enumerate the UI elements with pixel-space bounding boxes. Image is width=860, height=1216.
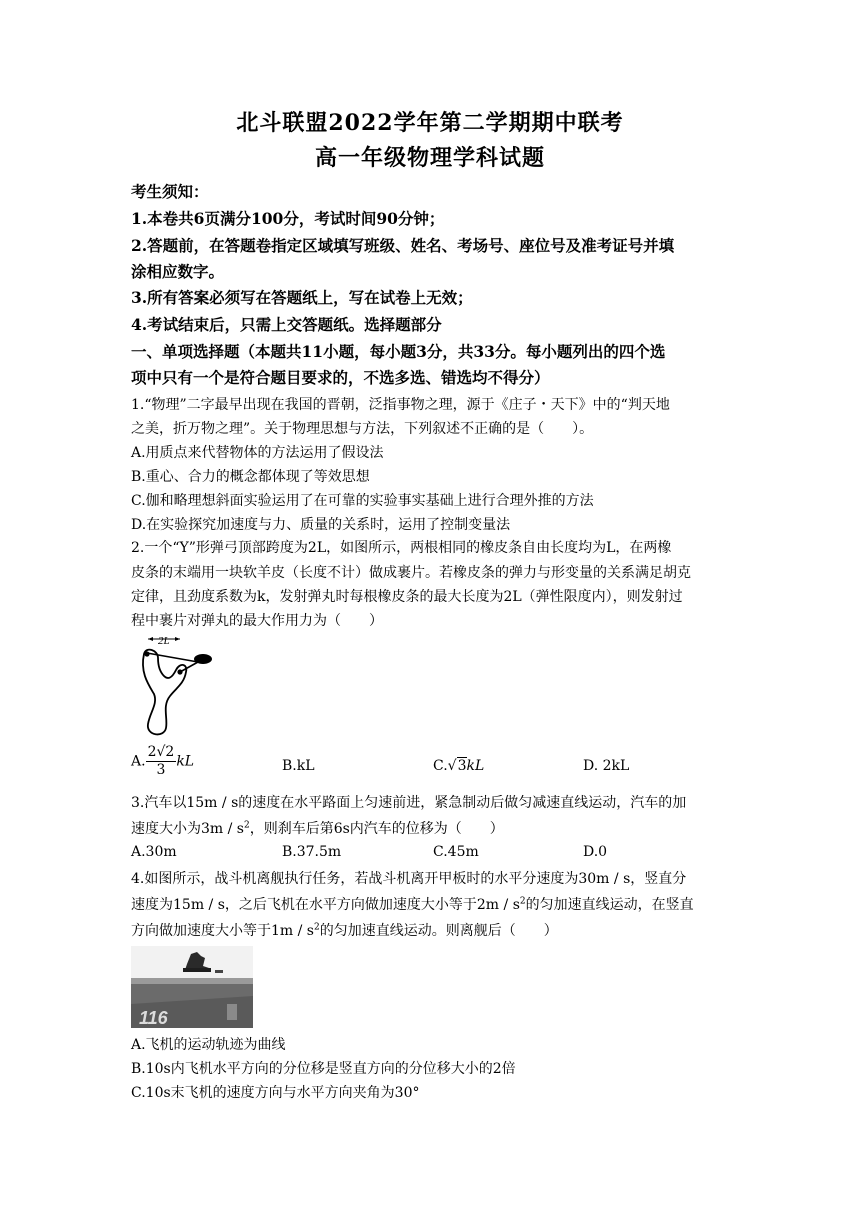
- notice-item-3: 3.所有答案必须写在答题纸上，写在试卷上无效；: [131, 288, 473, 307]
- notice-heading: 考生须知：: [131, 182, 209, 201]
- q3-stem: 3.汽车以15m / s的速度在水平路面上匀速前进，紧急制动后做匀减速直线运动，汽车的加: [131, 795, 687, 811]
- q1-option-a: A.用质点来代替物体的方法运用了假设法: [131, 445, 384, 461]
- q4-stem-superscript-1: 2: [519, 896, 526, 907]
- q4-stem-part-2: 的匀加速直线运动，在竖直: [525, 897, 694, 913]
- q4-option-a: A.飞机的运动轨迹为曲线: [131, 1037, 286, 1053]
- q4-stem-superscript-2: 2: [313, 922, 320, 933]
- q4-stem-part-3: 方向做加速度大小等于1m / s: [131, 923, 314, 939]
- q2-stem-cont-2: 定律，且劲度系数为k，发射弹丸时每根橡皮条的最大长度为2L（弹性限度内），则发射过: [131, 589, 683, 605]
- q1-option-b: B.重心、合力的概念都体现了等效思想: [131, 469, 370, 485]
- q2-stem-cont-3: 程中裹片对弹丸的最大作用力为（ ）: [131, 613, 383, 629]
- q1-stem: 1.“物理”二字最早出现在我国的晋朝，泛指事物之理，源于《庄子・天下》中的“判天地: [131, 397, 670, 413]
- q3-option-a: A.30m: [131, 844, 177, 860]
- figure-span-label: 2L: [158, 635, 170, 647]
- q3-stem-superscript: 2: [243, 820, 250, 831]
- notice-item-1: 1.本卷共6页满分100分，考试时间90分钟；: [131, 209, 445, 228]
- q4-stem: 4.如图所示，战斗机离舰执行任务，若战斗机离开甲板时的水平分速度为30m / s，竖直分: [131, 871, 687, 887]
- notice-item-2-cont: 涂相应数字。: [131, 262, 225, 281]
- exam-title: 北斗联盟2022学年第二学期期中联考: [236, 110, 624, 136]
- q2-option-c: C.√3kL: [433, 758, 485, 774]
- q2-option-c-suffix: kL: [466, 758, 485, 774]
- q2-option-a-fraction: [146, 744, 177, 779]
- section-heading-cont: 项中只有一个是符合题目要求的，不选多选、错选均不得分）: [131, 368, 550, 387]
- q3-stem-part-2: ，则刹车后第6s内汽车的位移为（ ）: [249, 821, 504, 837]
- q2-option-d: D. 2kL: [583, 758, 630, 774]
- deck-number: 116: [139, 1008, 168, 1028]
- q4-stem-part-4: 的匀加速直线运动。则离舰后（ ）: [319, 923, 558, 939]
- q3-option-d: D.0: [583, 844, 608, 860]
- q2-option-a: [131, 744, 194, 779]
- q1-option-d: D.在实验探究加速度与力、质量的关系时，运用了控制变量法: [131, 517, 511, 533]
- q3-option-c: C.45m: [433, 844, 479, 860]
- q2-option-a-prefix: A.: [131, 753, 146, 770]
- q4-option-c: C.10s末飞机的速度方向与水平方向夹角为30°: [131, 1085, 420, 1101]
- q4-stem-part-1: 速度为15m / s，之后飞机在水平方向做加速度大小等于2m / s: [131, 897, 520, 913]
- q3-stem-cont: [131, 818, 504, 838]
- q2-option-b: B.kL: [282, 758, 315, 774]
- slingshot-figure: [130, 632, 220, 740]
- exam-subtitle: 高一年级物理学科试题: [314, 145, 545, 171]
- q3-option-b: B.37.5m: [282, 844, 342, 860]
- q2-option-a-suffix: kL: [176, 753, 195, 770]
- q3-stem-part-1: 速度大小为3m / s: [131, 821, 244, 837]
- q2-stem-cont-1: 皮条的末端用一块软羊皮（长度不计）做成裹片。若橡皮条的弹力与形变量的关系满足胡克: [131, 565, 691, 581]
- notice-item-4: 4.考试结束后，只需上交答题纸。选择题部分: [131, 315, 442, 334]
- section-heading: 一、单项选择题（本题共11小题，每小题3分，共33分。每小题列出的四个选: [131, 342, 666, 361]
- q2-stem: 2.一个“Y”形弹弓顶部跨度为2L，如图所示，两根相同的橡皮条自由长度均为L，在两橡: [131, 540, 672, 556]
- q2-option-a-denominator: 3: [156, 762, 166, 778]
- q1-option-c: C.伽和略理想斜面实验运用了在可靠的实验事实基础上进行合理外推的方法: [131, 493, 594, 509]
- q2-option-c-prefix: C.: [433, 758, 448, 774]
- notice-item-2: 2.答题前，在答题卷指定区域填写班级、姓名、考场号、座位号及准考证号并填: [131, 236, 675, 255]
- q2-option-a-numerator: 2√2: [147, 744, 175, 760]
- fighter-jet-photo: [131, 946, 253, 1028]
- q4-option-b: B.10s内飞机水平方向的分位移是竖直方向的分位移大小的2倍: [131, 1061, 516, 1077]
- q4-stem-cont-1: [131, 894, 694, 914]
- q4-stem-cont-2: [131, 920, 558, 940]
- q2-option-c-root: 3: [457, 758, 467, 774]
- q1-stem-cont: 之美，折万物之理”。关于物理思想与方法，下列叙述不正确的是（ ）。: [131, 421, 594, 437]
